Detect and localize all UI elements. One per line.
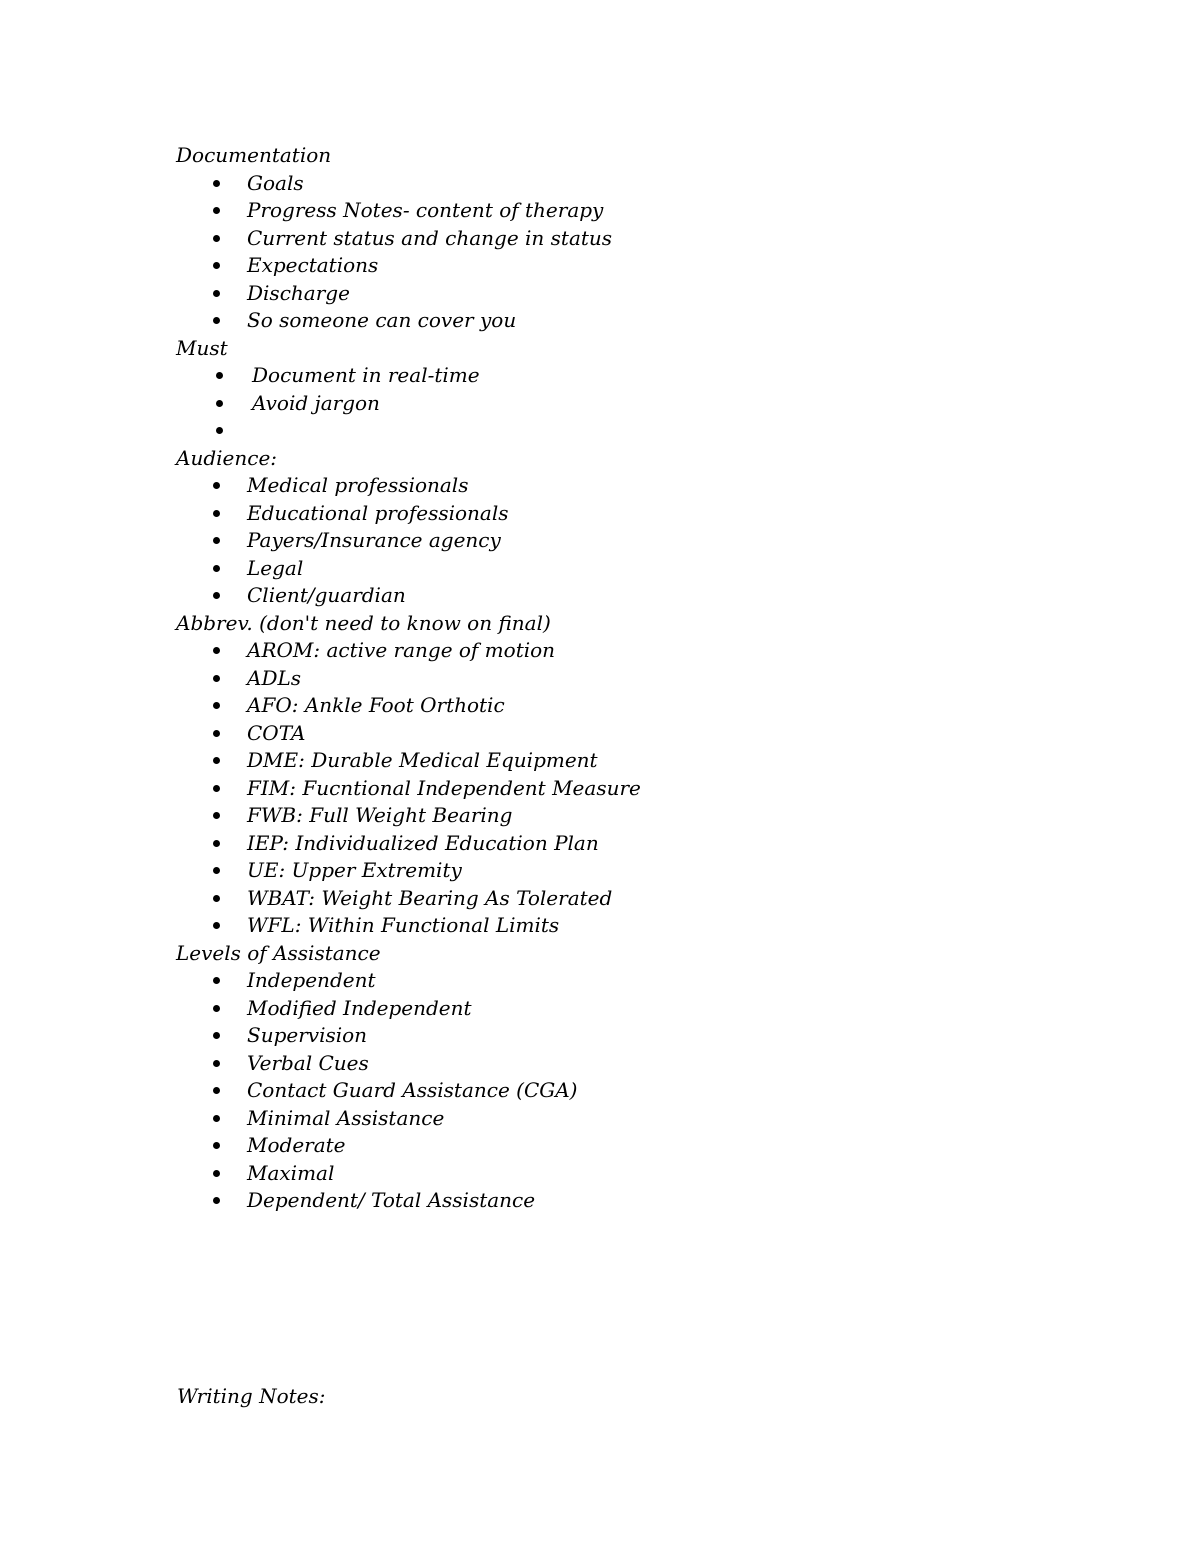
- list-item: [176, 500, 1076, 528]
- list-item: [176, 885, 1076, 913]
- list-item-text: Current status and change in status: [247, 225, 613, 250]
- bullet-icon: [213, 812, 220, 819]
- list-item-text: So someone can cover you: [247, 308, 517, 332]
- list-item-text: Goals: [247, 170, 304, 195]
- list-item-text: Modified Independent: [247, 995, 472, 1020]
- documentation-heading: Documentation: [176, 143, 332, 167]
- bullet-icon: [213, 565, 220, 572]
- bullet-icon: [213, 317, 220, 324]
- levels-heading: Levels of Assistance: [176, 940, 381, 965]
- list-item-text: Supervision: [247, 1023, 368, 1047]
- list-item: [176, 1105, 1076, 1133]
- bullet-icon: [213, 1197, 220, 1204]
- list-item-text: Expectations: [247, 253, 379, 277]
- list-item-text: AROM: active range of motion: [247, 638, 556, 662]
- list-item: [176, 857, 1076, 885]
- list-item-text: Independent: [247, 968, 376, 992]
- list-item: [176, 582, 1076, 610]
- list-item-text: FWB: Full Weight Bearing: [247, 803, 513, 827]
- list-item: [176, 967, 1076, 995]
- list-item: [176, 252, 1076, 280]
- list-item: [176, 1160, 1076, 1188]
- list-item-text: AFO: Ankle Foot Orthotic: [247, 693, 505, 717]
- list-item: [176, 665, 1076, 693]
- list-item: [176, 995, 1076, 1023]
- list-item: [176, 912, 1076, 940]
- bullet-icon: [213, 1087, 220, 1094]
- bullet-icon: [213, 592, 220, 599]
- list-item-text: IEP: Individualized Education Plan: [247, 830, 599, 855]
- bullet-icon: [213, 867, 220, 874]
- bullet-icon: [213, 537, 220, 544]
- list-item: [176, 555, 1076, 583]
- bullet-icon: [213, 922, 220, 929]
- bullet-icon: [213, 1032, 220, 1039]
- audience-list: [176, 472, 1076, 610]
- list-item: [176, 637, 1076, 665]
- bullet-icon: [216, 427, 223, 434]
- bullet-icon: [213, 702, 220, 709]
- list-item-text: Avoid jargon: [252, 390, 380, 415]
- list-item: [176, 197, 1076, 225]
- list-item-text: Verbal Cues: [247, 1050, 369, 1075]
- bullet-icon: [213, 1005, 220, 1012]
- list-item: [176, 390, 1076, 418]
- bullet-icon: [213, 1115, 220, 1122]
- list-item: [176, 1132, 1076, 1160]
- list-item: [176, 225, 1076, 253]
- list-item: [176, 720, 1076, 748]
- notes-body: [176, 142, 1076, 1215]
- list-item: [176, 1050, 1076, 1078]
- audience-heading: Audience:: [176, 445, 278, 470]
- writing-notes-heading: Writing Notes:: [177, 1384, 326, 1408]
- list-item-text: FIM: Fucntional Independent Measure: [247, 775, 641, 800]
- bullet-icon: [213, 730, 220, 737]
- list-item: [176, 170, 1076, 198]
- list-item: [176, 830, 1076, 858]
- list-item-text: Dependent/ Total Assistance: [247, 1188, 536, 1212]
- list-item-text: COTA: [247, 720, 306, 745]
- list-item-text: Document in real-time: [252, 363, 480, 387]
- bullet-icon: [213, 1060, 220, 1067]
- documentation-list: [176, 170, 1076, 335]
- bullet-icon: [216, 400, 223, 407]
- list-item: [176, 802, 1076, 830]
- bullet-icon: [213, 235, 220, 242]
- bullet-icon: [213, 757, 220, 764]
- bullet-icon: [213, 262, 220, 269]
- list-item: [176, 527, 1076, 555]
- levels-list: [176, 967, 1076, 1215]
- list-item: [176, 692, 1076, 720]
- list-item: [176, 1077, 1076, 1105]
- list-item: [176, 1022, 1076, 1050]
- bullet-icon: [213, 895, 220, 902]
- bullet-icon: [213, 290, 220, 297]
- bullet-icon: [213, 647, 220, 654]
- list-item-text: Moderate: [247, 1133, 346, 1157]
- bullet-icon: [213, 180, 220, 187]
- bullet-icon: [213, 207, 220, 214]
- bullet-icon: [213, 1170, 220, 1177]
- list-item: [176, 472, 1076, 500]
- bullet-icon: [213, 785, 220, 792]
- list-item: [176, 307, 1076, 335]
- list-item: [176, 1187, 1076, 1215]
- list-item-text: DME: Durable Medical Equipment: [247, 748, 598, 772]
- abbrev-list: [176, 637, 1076, 940]
- list-item: [176, 280, 1076, 308]
- abbrev-heading: Abbrev. (don't need to know on final): [176, 610, 551, 635]
- list-item: [176, 747, 1076, 775]
- list-item-text: Contact Guard Assistance (CGA): [247, 1078, 578, 1102]
- list-item-text: WFL: Within Functional Limits: [247, 913, 560, 937]
- bullet-icon: [213, 510, 220, 517]
- must-heading: Must: [176, 335, 228, 360]
- bullet-icon: [213, 482, 220, 489]
- list-item-text: Payers/Insurance agency: [247, 528, 501, 552]
- list-item-text: WBAT: Weight Bearing As Tolerated: [247, 885, 613, 910]
- bullet-icon: [216, 372, 223, 379]
- list-item-text: Legal: [247, 555, 304, 580]
- list-item-text: Progress Notes- content of therapy: [247, 198, 604, 222]
- list-item-text: Educational professionals: [247, 500, 509, 525]
- list-item: [176, 362, 1076, 390]
- list-item-text: Minimal Assistance: [247, 1105, 445, 1130]
- must-list: [176, 362, 1076, 445]
- bullet-icon: [213, 675, 220, 682]
- list-item-text: Discharge: [247, 280, 350, 305]
- list-item-text: UE: Upper Extremity: [247, 858, 462, 882]
- list-item-text: Medical professionals: [247, 473, 469, 497]
- list-item-text: Client/guardian: [247, 583, 406, 607]
- bullet-icon: [213, 840, 220, 847]
- bullet-icon: [213, 1142, 220, 1149]
- list-item: [176, 417, 1076, 445]
- list-item-text: ADLs: [247, 665, 302, 690]
- list-item-text: Maximal: [247, 1160, 335, 1185]
- list-item: [176, 775, 1076, 803]
- bullet-icon: [213, 977, 220, 984]
